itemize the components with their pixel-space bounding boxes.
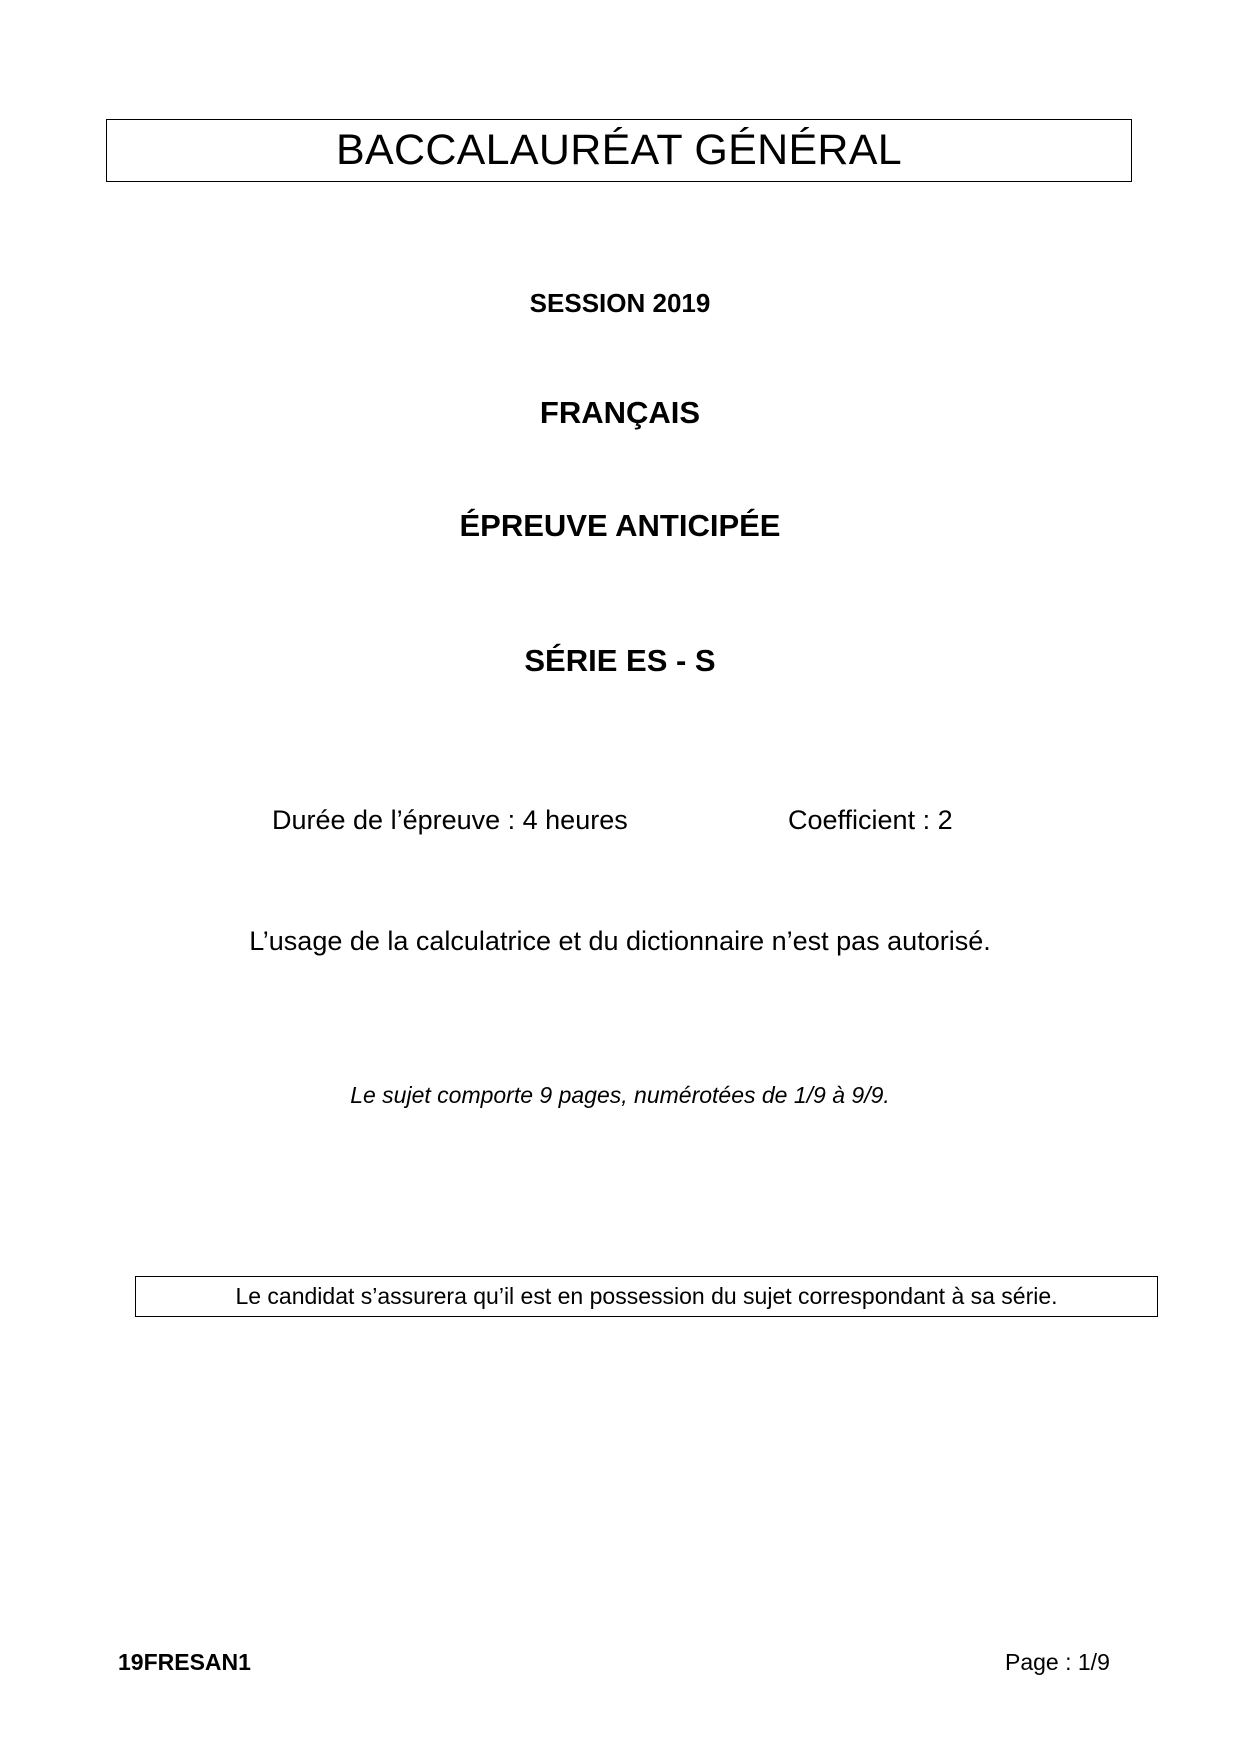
notice-box bbox=[135, 1276, 1158, 1317]
footer-exam-code: 19FRESAN1 bbox=[118, 1649, 251, 1675]
notice-text: Le candidat s’assurera qu’il est en possession du sujet correspondant à sa série. bbox=[235, 1283, 1058, 1309]
title-box bbox=[106, 119, 1132, 182]
exam-type-label: ÉPREUVE ANTICIPÉE bbox=[459, 508, 781, 543]
footer-page-number: Page : 1/9 bbox=[1005, 1649, 1110, 1675]
session-label: SESSION 2019 bbox=[529, 288, 711, 318]
pages-note-text: Le sujet comporte 9 pages, numérotées de 1/9 à 9/9. bbox=[350, 1082, 890, 1108]
usage-rule-text: L’usage de la calculatrice et du dictionnaire n’est pas autorisé. bbox=[249, 926, 991, 956]
subject-label: FRANÇAIS bbox=[539, 395, 701, 430]
serie-label: SÉRIE ES - S bbox=[524, 643, 716, 678]
coefficient-text: Coefficient : 2 bbox=[788, 805, 953, 835]
page-title: BACCALAURÉAT GÉNÉRAL bbox=[336, 126, 902, 174]
duration-text: Durée de l’épreuve : 4 heures bbox=[272, 805, 628, 835]
